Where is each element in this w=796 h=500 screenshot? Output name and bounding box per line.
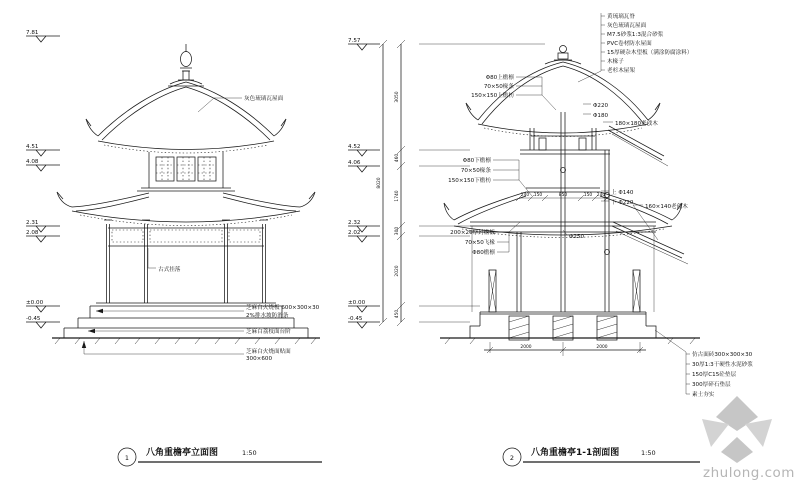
title-scale: 1:50 [242, 449, 257, 457]
roof-layer: M7.5砂浆1:3混合砂浆 [607, 32, 664, 38]
roof-layer: 木椽子 [607, 59, 624, 65]
zhulong-logo-icon [702, 396, 772, 463]
finial [178, 44, 194, 80]
dim-segment: 2020 [395, 265, 400, 277]
roof-layer: 15厚硬杂木望板（满涂防腐涂料） [607, 50, 693, 56]
level-marker [26, 300, 60, 312]
svg-text:±0.00: ±0.00 [26, 300, 44, 306]
roof-layer: PVC卷材防水屋面 [607, 41, 652, 47]
lower-eave-label: 150×150下檐枋 [448, 178, 491, 184]
corner-lower-label: 160×140老戗木 [645, 204, 688, 210]
svg-text:-0.45: -0.45 [348, 316, 363, 322]
level-marker [26, 230, 60, 242]
level-marker [348, 160, 380, 172]
floor-layer: 素土夯实 [692, 392, 715, 398]
floor-layer: 仿古面砖300×300×30 [692, 352, 753, 358]
level-marker [26, 30, 60, 42]
title-number: 2 [509, 454, 515, 462]
dimension-ladder [348, 38, 545, 328]
lower-roof [57, 192, 315, 226]
beam-dim: 240 [596, 193, 606, 198]
svg-text:4.51: 4.51 [26, 144, 39, 150]
lower-eave-label: Φ80下檐檩 [462, 158, 491, 164]
title-number: 1 [124, 454, 130, 462]
dim-segment: 300 [395, 226, 400, 236]
level-marker [26, 316, 60, 328]
dim-segment: 460 [395, 153, 400, 163]
upper-eave-label: 150×150上檐枋 [471, 93, 514, 99]
floor-layer: 300厚碎石垫层 [692, 382, 731, 388]
zhulong-watermark-text: zhulong.com [703, 465, 795, 481]
platform-label: 芝麻白荔枝面台阶 [246, 329, 291, 335]
level-marker [348, 316, 380, 328]
floor-layer: 30厚1:3干硬性水泥砂浆 [692, 362, 753, 368]
section-beams-railing [470, 222, 656, 312]
dim-total: 8020 [377, 177, 382, 189]
svg-text:4.52: 4.52 [348, 144, 361, 150]
col-bottom-label: 下 Φ220 [611, 200, 634, 206]
eave-detail-label: Φ80檐檩 [472, 250, 495, 256]
step-slab-label: 芝麻白火烧板 600×300×30 [246, 305, 320, 311]
svg-text:7.57: 7.57 [348, 38, 361, 44]
roof-layer: 黄琉璃瓦脊 [607, 14, 635, 20]
roof-layer: 灰色琉璃瓦屋面 [607, 23, 647, 29]
col-top-label: 上 Φ140 [611, 190, 634, 196]
eave-detail-label: 70×50飞椽 [464, 240, 495, 246]
roof-layer-callouts [578, 12, 692, 82]
lower-eave-callouts [448, 156, 532, 196]
base-face-size: 300×600 [246, 356, 273, 362]
dim-segment: 3050 [395, 91, 400, 103]
floor-layer: 150厚C15砼垫层 [692, 372, 737, 378]
level-marker [348, 300, 380, 312]
roof-tile-label: 灰色琉璃瓦屋面 [244, 96, 284, 102]
watermark [702, 396, 795, 481]
svg-text:4.06: 4.06 [348, 160, 361, 166]
diameter-callouts [583, 103, 658, 127]
elevation-view [26, 30, 322, 466]
base-face-label: 芝麻白火烧面贴面 [246, 349, 291, 355]
bottom-dim-chain [484, 342, 646, 356]
dim-segment: 450 [395, 309, 400, 319]
level-marker [26, 144, 60, 156]
title-text: 八角重檐亭1-1剖面图 [531, 448, 620, 458]
columns-and-fascia [104, 220, 268, 303]
dia-label: Φ220 [593, 103, 609, 109]
beam-dim: 240 [520, 193, 530, 198]
upper-eave-label: 70×50椽条 [483, 84, 514, 90]
svg-text:-0.45: -0.45 [26, 316, 41, 322]
beam-dim: 850 [558, 193, 568, 198]
bottom-dim: 2000 [596, 345, 608, 350]
ladder-level-markers [348, 38, 380, 328]
eave-detail-label: 200×20厚封檐板 [450, 230, 495, 236]
svg-text:2.32: 2.32 [348, 220, 361, 226]
svg-text:2.31: 2.31 [26, 220, 39, 226]
roof-layer: 老杉木屋架 [607, 68, 635, 74]
svg-text:2.08: 2.08 [26, 230, 39, 236]
upper-roof [86, 80, 286, 153]
upper-body [137, 152, 235, 191]
section-view [440, 12, 753, 466]
level-marker [348, 38, 380, 50]
bottom-dim: 2000 [520, 345, 532, 350]
lower-eave-label: 70×50椽条 [460, 168, 491, 174]
col-dia-label: Φ250 [569, 234, 585, 240]
level-marker [26, 159, 60, 171]
floor-layer-callouts [655, 330, 753, 398]
beam-dim: 150 [533, 193, 543, 198]
fascia-label: 古式挂落 [158, 267, 181, 273]
beam-dim: 150 [583, 193, 593, 198]
section-columns [472, 112, 654, 312]
svg-text:7.81: 7.81 [26, 30, 39, 36]
svg-text:±0.00: ±0.00 [348, 300, 366, 306]
title-scale: 1:50 [641, 449, 656, 457]
dim-segment: 1740 [395, 190, 400, 202]
svg-text:4.08: 4.08 [26, 159, 39, 165]
title-text: 八角重檐亭立面图 [146, 448, 219, 458]
section-base [440, 312, 700, 344]
upper-eave-label: Φ80上檐檩 [485, 75, 514, 81]
level-marker [348, 230, 380, 242]
level-marker [348, 144, 380, 156]
dia-label: Φ180 [593, 113, 609, 119]
elevation-level-markers [26, 30, 60, 328]
svg-text:2.02: 2.02 [348, 230, 361, 236]
slope-note-label: 2%排水坡防滑条 [246, 313, 289, 319]
elevation-title [118, 446, 322, 466]
corner-upper-label: 180×180老戗木 [615, 121, 658, 127]
section-title [503, 446, 700, 466]
